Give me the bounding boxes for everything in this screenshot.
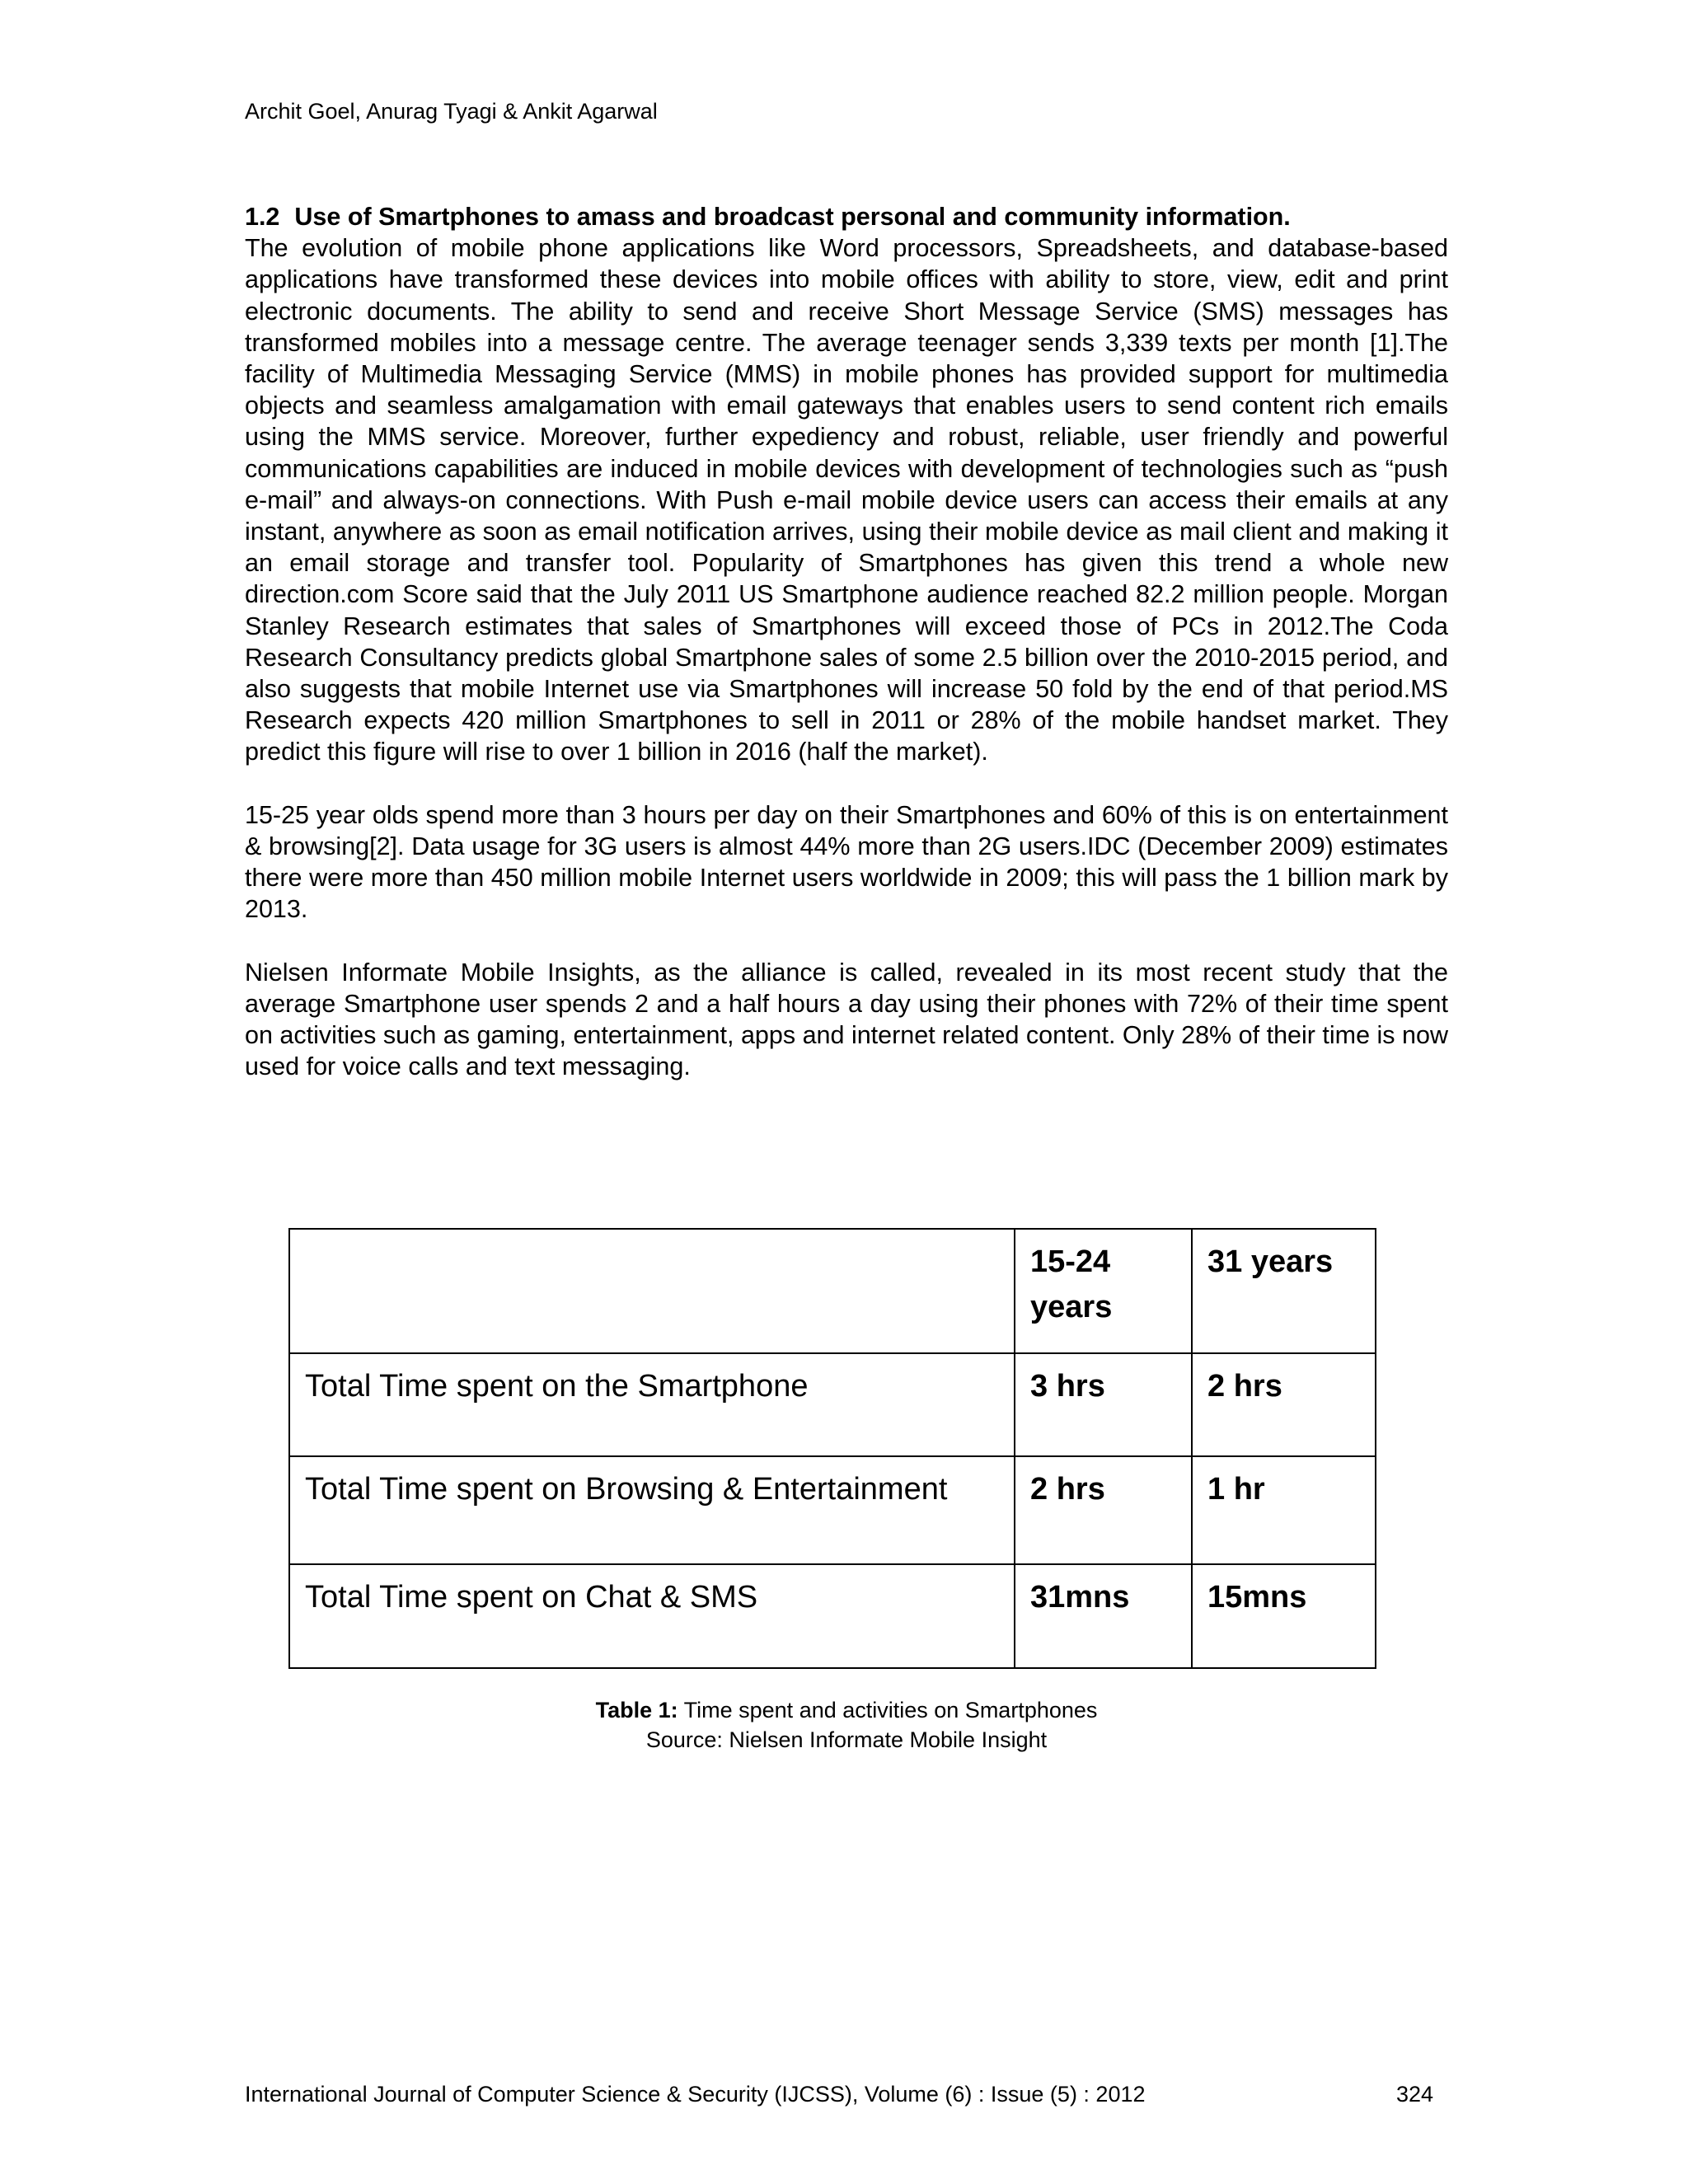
table-header-cell: [289, 1229, 1015, 1353]
table-cell: 2 hrs: [1192, 1353, 1376, 1456]
table-source: Source: Nielsen Informate Mobile Insight: [645, 1727, 1048, 1752]
paragraph-3: Nielsen Informate Mobile Insights, as the alliance is called, revealed in its most recent study that the average Smartphone user spends 2 and a half hours a day using their phones with 72% of their time spent on activities such as gaming, entertainment, apps and internet related content. Only 28% of their time is now used for voice calls and text messaging.: [245, 958, 1448, 1081]
table-cell: 2 hrs: [1015, 1456, 1192, 1564]
paragraph-1: The evolution of mobile phone applications like Word processors, Spreadsheets, and database-based applications have transformed these devices into mobile offices with ability to store, view, edit and print electronic documents. The ability to send and receive Short Message Service (SMS) messages has transformed mobiles into a message centre. The average teenager sends 3,339 texts per month [1].The facility of Multimedia Messaging Service (MMS) in mobile phones has provided support for multimedia objects and seamless amalgamation with email gateways that enables users to send content rich emails using the MMS service. Moreover, further expediency and robust, reliable, user friendly and powerful communications capabilities are induced in mobile devices with development of technologies such as “push e-mail” and always-on connections. With Push e-mail mobile device users can access their emails at any instant, anywhere as soon as email notification arrives, using their mobile device as mail client and making it an email storage and transfer tool. Popularity of Smartphones has given this trend a whole new direction.com Score said that the July 2011 US Smartphone audience reached 82.2 million people. Morgan Stanley Research estimates that sales of Smartphones will exceed those of PCs in 2012.The Coda Research Consultancy predicts global Smartphone sales of some 2.5 billion over the 2010-2015 period, and also suggests that mobile Internet use via Smartphones will increase 50 fold by the end of that period.MS Research expects 420 million Smartphones to sell in 2011 or 28% of the mobile handset market. They predict this figure will rise to over 1 billion in 2016 (half the market).: [245, 234, 1448, 766]
section-number: 1.2: [245, 203, 280, 231]
section-title: Use of Smartphones to amass and broadcast personal and community information.: [294, 203, 1291, 231]
table-row-label: Total Time spent on Chat & SMS: [289, 1564, 1015, 1668]
body-text: [245, 201, 1448, 1083]
table-cell: 3 hrs: [1015, 1353, 1192, 1456]
table-header-row: [289, 1229, 1376, 1353]
table-row-label: Total Time spent on the Smartphone: [289, 1353, 1015, 1456]
table-row: [289, 1456, 1376, 1564]
page-number: 324: [1396, 2082, 1434, 2107]
table-cell: 15mns: [1192, 1564, 1376, 1668]
table-row: [289, 1564, 1376, 1668]
running-header: Archit Goel, Anurag Tyagi & Ankit Agarwal: [245, 99, 658, 124]
table-cell: 1 hr: [1192, 1456, 1376, 1564]
table-cell: 31mns: [1015, 1564, 1192, 1668]
table-header-cell: 15-24 years: [1015, 1229, 1192, 1353]
table-caption: [245, 1695, 1448, 1725]
table-row: [289, 1353, 1376, 1456]
paragraph-2: 15-25 year olds spend more than 3 hours per day on their Smartphones and 60% of this is on entertainment & browsing[2]. Data usage for 3G users is almost 44% more than 2G users.IDC (December 2009) estimates there were more than 450 million mobile Internet users worldwide in 2009; this will pass the 1 billion mark by 2013.: [245, 800, 1448, 924]
section-heading: [245, 201, 1448, 232]
table-row-label: Total Time spent on Browsing & Entertainment: [289, 1456, 1015, 1564]
journal-citation: International Journal of Computer Science & Security (IJCSS), Volume (6) : Issue (5) : 2012: [245, 2082, 1146, 2107]
page-footer: [245, 2082, 1448, 2107]
table-header-cell: 31 years: [1192, 1229, 1376, 1353]
table-caption-text: Time spent and activities on Smartphones: [678, 1698, 1098, 1722]
time-spent-table: [288, 1228, 1376, 1669]
table-caption-label: Table 1:: [595, 1698, 678, 1722]
